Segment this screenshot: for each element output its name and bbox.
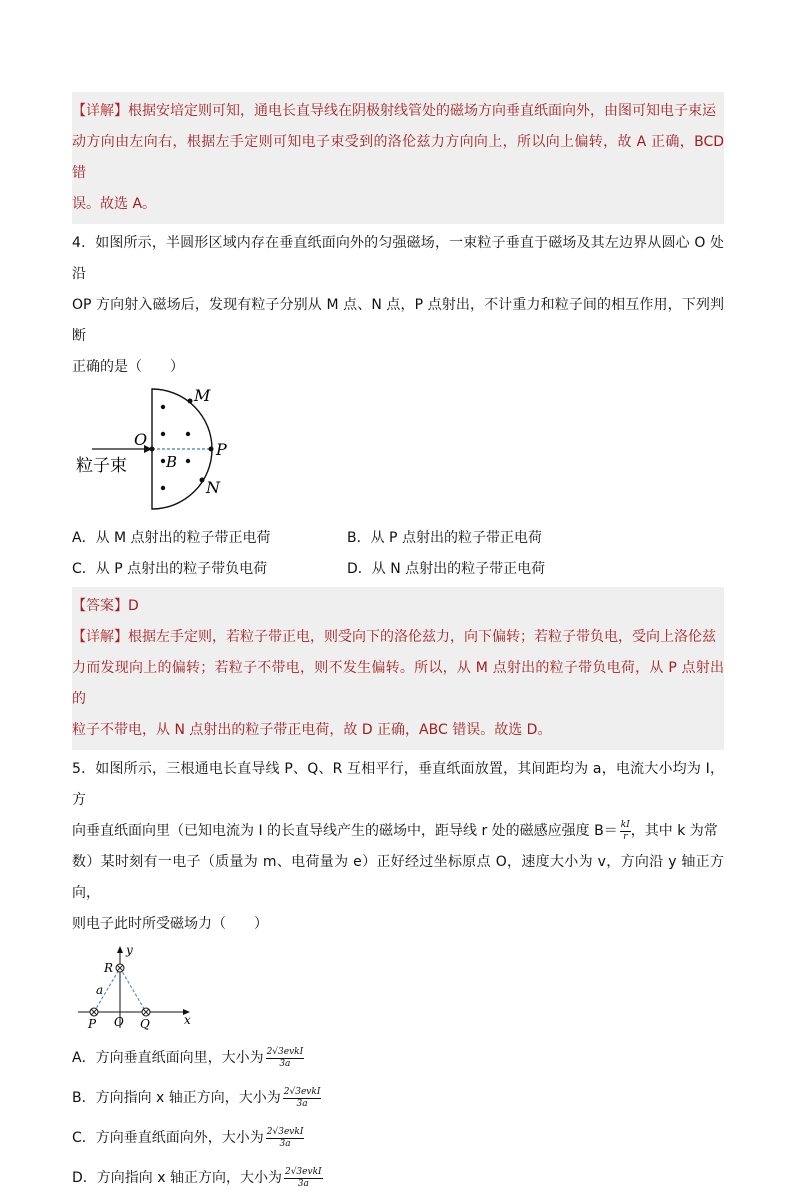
detail-tag: 【详解】 (72, 103, 128, 119)
question-5 (72, 754, 724, 1198)
field-dot (161, 459, 165, 463)
q5-stem-line-2: 向垂直纸面向里（已知电流为 I 的长直导线产生的磁场中，距导线 r 处的磁感应强度 B＝ $\frac{kI}{r}$ ，其中 k 为常 (72, 819, 718, 842)
field-dot (186, 432, 190, 436)
detail-tag: 【详解】 (72, 629, 128, 645)
answer-fraction: $\frac{\text{2√3evkI}}{3a}$ (266, 1126, 304, 1149)
q4-stem-line-1: 4．如图所示，半圆形区域内存在垂直纸面向外的匀强磁场，一束粒子垂直于磁场及其左边界从圆心 O 处沿 (72, 235, 724, 282)
q4-option-b[interactable]: B．从 P 点射出的粒子带正电荷 (347, 530, 542, 546)
label-n: N (206, 478, 220, 497)
q4-stem-line-3: 正确的是（ ） (72, 359, 184, 375)
q4-answer: 【答案】D (72, 598, 139, 614)
three-wires-diagram (72, 940, 212, 1036)
label-y: y (126, 943, 133, 957)
q3-detail-block (72, 92, 724, 224)
q5-option-a[interactable]: A．方向垂直纸面向里，大小为 $\frac{\text{2√3evkI}}{3a}$ (72, 1046, 304, 1069)
label-m: M (194, 386, 211, 405)
q4-answer-block (72, 587, 724, 750)
label-r: R (104, 961, 114, 975)
wire-q-icon (142, 1008, 150, 1016)
q5-figure (72, 940, 724, 1036)
q3-detail-line-1: 【详解】根据安培定则可知，通电长直导线在阴极射线管处的磁场方向垂直纸面向外，由图可知电子束运 (72, 103, 716, 119)
label-a: a (96, 983, 104, 997)
label-beam: 粒子束 (76, 456, 127, 476)
answer-fraction: $\frac{\text{2√3evkI}}{3a}$ (266, 1046, 304, 1069)
wire-r-icon (116, 964, 124, 972)
label-b: B (166, 453, 178, 471)
q4-option-a[interactable]: A．从 M 点射出的粒子带正电荷 (72, 530, 271, 546)
q4-detail-line-2: 力而发现向上的偏转；若粒子不带电，则不发生偏转。所以，从 M 点射出的粒子带负电荷，从 P 点射出的 (72, 660, 724, 707)
question-4 (72, 228, 724, 750)
dashed-rq (120, 968, 146, 1012)
q3-detail-line-3: 误。故选 A。 (72, 196, 157, 212)
label-q: Q (140, 1017, 150, 1031)
label-p: P (88, 1017, 97, 1031)
point-p (209, 447, 214, 452)
point-o (150, 447, 155, 452)
label-o: O (114, 1015, 124, 1029)
q5-stem-line-3: 数）某时刻有一电子（质量为 m、电荷量为 e）正好经过坐标原点 O，速度大小为 v，方向沿 y 轴正方向， (72, 854, 724, 901)
q4-detail-line-1: 【详解】根据左手定则，若粒子带正电，则受向下的洛伦兹力，向下偏转；若粒子带负电，受向上洛伦兹 (72, 629, 716, 645)
field-dot (161, 432, 165, 436)
field-dot (161, 486, 165, 490)
field-dot (186, 459, 190, 463)
answer-fraction: $\frac{\text{2√3evkI}}{3a}$ (283, 1086, 321, 1109)
label-o: O (134, 430, 148, 449)
q3-detail-line-2: 动方向由左向右，根据左手定则可知电子束受到的洛伦兹力方向向上，所以向上偏转，故 A 正确，BCD 错 (72, 134, 724, 181)
q5-option-c[interactable]: C．方向垂直纸面向外，大小为 $\frac{\text{2√3evkI}}{3a}$ (72, 1126, 304, 1149)
answer-fraction: $\frac{\text{2√3evkI}}{3a}$ (284, 1166, 322, 1189)
q4-detail-line-3: 粒子不带电，从 N 点射出的粒子带正电荷，故 D 正确，ABC 错误。故选 D。 (72, 722, 552, 738)
field-dot (161, 405, 165, 409)
q5-stem-line-4: 则电子此时所受磁场力（ ） (72, 916, 268, 932)
q4-options (72, 523, 724, 585)
q5-options (72, 1038, 724, 1198)
page-content (72, 92, 724, 1198)
point-m (188, 399, 193, 404)
q4-stem-line-2: OP 方向射入磁场后，发现有粒子分别从 M 点、N 点，P 点射出，不计重力和粒子间的相互作用，下列判断 (72, 297, 724, 344)
point-n (200, 478, 205, 483)
semicircle-field-diagram (72, 383, 272, 517)
q4-option-c[interactable]: C．从 P 点射出的粒子带负电荷 (72, 561, 268, 577)
formula-b: $\frac{kI}{r}$ (620, 819, 630, 842)
q4-option-d[interactable]: D．从 N 点射出的粒子带正电荷 (347, 561, 546, 577)
q5-option-b[interactable]: B．方向指向 x 轴正方向，大小为 $\frac{\text{2√3evkI}}{3a}$ (72, 1086, 321, 1109)
q4-figure (72, 383, 724, 517)
y-axis-arrow (117, 946, 123, 953)
q5-stem-line-1: 5．如图所示，三根通电长直导线 P、Q、R 互相平行，垂直纸面放置，其间距均为 a，电流大小均为 I，方 (72, 761, 724, 808)
label-x: x (184, 1013, 191, 1027)
q5-option-d[interactable]: D．方向指向 x 轴正方向，大小为 $\frac{\text{2√3evkI}}{3a}$ (72, 1166, 322, 1189)
label-p: P (216, 440, 227, 459)
wire-p-icon (90, 1008, 98, 1016)
